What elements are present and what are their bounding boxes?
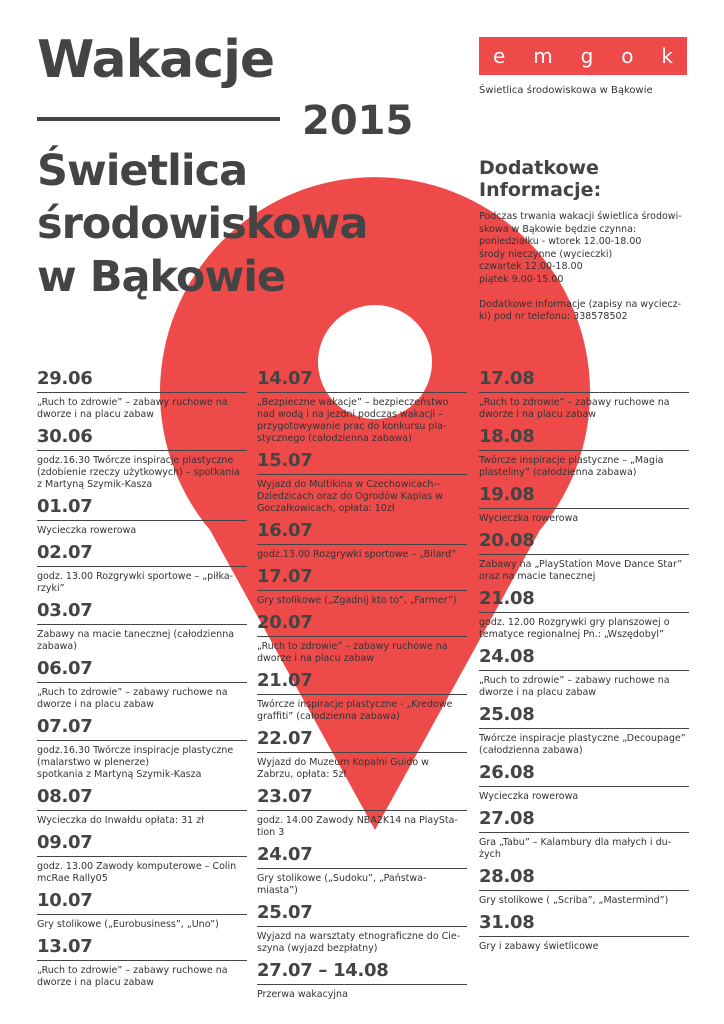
subtitle-line: środowiskowa — [37, 199, 368, 249]
event-description: Wyjazd na warsztaty etnograficzne do Cie-szyna (wyjazd bezpłatny) — [257, 931, 461, 954]
schedule-item — [479, 866, 689, 907]
schedule-item — [479, 646, 689, 699]
schedule-item — [37, 496, 247, 537]
schedule-item — [257, 786, 467, 839]
schedule-column-2 — [257, 368, 467, 1006]
event-description: godz. 14.00 Zawody NBA2K14 na PlaySta-tion 3 — [257, 815, 458, 838]
event-date: 19.08 — [479, 484, 689, 509]
event-date: 26.08 — [479, 762, 689, 787]
event-description: Gry i zabawy świetlicowe — [479, 941, 599, 952]
event-date: 20.08 — [479, 530, 689, 555]
event-date: 25.07 — [257, 902, 467, 927]
schedule-item — [257, 844, 467, 897]
event-date: 20.07 — [257, 612, 467, 637]
page-subtitle — [37, 145, 367, 304]
event-date: 18.08 — [479, 426, 689, 451]
info-heading: Dodatkowe Informacje: — [479, 157, 602, 201]
event-description: Zabawy na „PlayStation Move Dance Star” oraz na macie tanecznej — [479, 559, 683, 582]
subtitle-line: Świetlica — [37, 146, 248, 196]
event-date: 21.07 — [257, 670, 467, 695]
event-date: 28.08 — [479, 866, 689, 891]
schedule-item — [257, 902, 467, 955]
event-date: 01.07 — [37, 496, 247, 521]
schedule-column-3 — [479, 368, 689, 958]
schedule-item — [479, 530, 689, 583]
event-date: 17.07 — [257, 566, 467, 591]
event-date: 24.08 — [479, 646, 689, 671]
schedule-item — [257, 566, 467, 607]
schedule-item — [257, 728, 467, 781]
event-description: Zabawy na macie tanecznej (całodzienna zabawa) — [37, 629, 235, 652]
event-date: 15.07 — [257, 450, 467, 475]
logo-caption: Świetlica środowiskowa w Bąkowie — [479, 85, 653, 96]
event-description: Gry stolikowe ( „Scriba”, „Mastermind”) — [479, 895, 669, 906]
event-date: 30.06 — [37, 426, 247, 451]
event-description: „Ruch to zdrowie” – zabawy ruchowe na dworze i na placu zabaw — [479, 675, 670, 698]
event-date: 07.07 — [37, 716, 247, 741]
event-description: Twórcze inspiracje plastyczne „Decoupage” (całodzienna zabawa) — [479, 733, 686, 756]
schedule-item — [479, 808, 689, 861]
event-description: „Ruch to zdrowie” – zabawy ruchowe na dworze i na placu zabaw — [37, 397, 228, 420]
schedule-column-1 — [37, 368, 247, 994]
event-description: godz.16.30 Twórcze inspiracje plastyczne (zdobienie rzeczy użytkowych) – spotkania z Martyną Szymik-Kasza — [37, 455, 240, 490]
schedule-item — [479, 762, 689, 803]
schedule-item — [37, 832, 247, 885]
event-description: godz.16.30 Twórcze inspiracje plastyczne (malarstwo w plenerze) spotkania z Martyną Szymik-Kasza — [37, 745, 234, 780]
schedule-item — [479, 704, 689, 757]
event-description: godz. 13.00 Rozgrywki sportowe – „piłka-rzyki” — [37, 571, 234, 594]
schedule-item — [37, 716, 247, 781]
schedule-item — [257, 520, 467, 561]
logo-letter: g — [580, 44, 594, 68]
event-date: 29.06 — [37, 368, 247, 393]
event-date: 16.07 — [257, 520, 467, 545]
event-description: Wycieczka rowerowa — [37, 525, 137, 536]
logo-letter: k — [661, 44, 673, 68]
event-description: „Bezpieczne wakacje” – bezpieczeństwo nad wodą i na jezdni podczas wakacji – przygotowywanie prac do konkursu pla-stycznego (całodzienna zabawa) — [257, 397, 449, 444]
schedule-item — [37, 600, 247, 653]
schedule-item — [257, 960, 467, 1001]
schedule-item — [257, 670, 467, 723]
event-description: Wyjazd do Muzeum Kopalni Guido w Zabrzu, opłata: 5zł — [257, 757, 429, 780]
schedule-item — [479, 368, 689, 421]
event-description: „Ruch to zdrowie” – zabawy ruchowe na dworze i na placu zabaw — [479, 397, 670, 420]
event-description: Wycieczka rowerowa — [479, 513, 579, 524]
year-label: 2015 — [302, 98, 414, 144]
event-description: Wycieczka rowerowa — [479, 791, 579, 802]
schedule-item — [257, 368, 467, 445]
info-body: Podczas trwania wakacji świetlica środowi- skowa w Bąkowie będzie czynna: poniedziałku - wtorek 12.00-18.00 środy nieczynne (wycieczki) czwartek 12.00-18.00 piątek 9.00-15.00 Dodatkowe informacje (zapisy na wyciecz- ki) pod nr telefonu: 338578502 — [479, 211, 682, 322]
logo-letter: e — [492, 44, 506, 68]
title-divider — [37, 117, 280, 121]
logo-letter: m — [533, 44, 553, 68]
event-date: 13.07 — [37, 936, 247, 961]
event-description: godz. 13.00 Zawody komputerowe – Colin mcRae Rally05 — [37, 861, 237, 884]
event-date: 17.08 — [479, 368, 689, 393]
event-description: „Ruch to zdrowie” – zabawy ruchowe na dworze i na placu zabaw — [257, 641, 448, 664]
event-date: 03.07 — [37, 600, 247, 625]
logo-letter: o — [621, 44, 634, 68]
event-description: Gry stolikowe („Sudoku”, „Państwa-miasta”) — [257, 873, 427, 896]
event-date: 21.08 — [479, 588, 689, 613]
event-date: 09.07 — [37, 832, 247, 857]
schedule-item — [37, 890, 247, 931]
event-date: 22.07 — [257, 728, 467, 753]
schedule-item — [257, 450, 467, 515]
event-description: Gra „Tabu” – Kalambury dla małych i du-żych — [479, 837, 672, 860]
schedule-item — [479, 484, 689, 525]
event-description: Gry stolikowe („Eurobusiness”, „Uno”) — [37, 919, 219, 930]
event-date: 31.08 — [479, 912, 689, 937]
event-date: 06.07 — [37, 658, 247, 683]
event-date: 10.07 — [37, 890, 247, 915]
subtitle-line: w Bąkowie — [37, 252, 286, 302]
schedule-item — [479, 912, 689, 953]
event-date: 27.07 – 14.08 — [257, 960, 467, 985]
event-date: 08.07 — [37, 786, 247, 811]
event-date: 24.07 — [257, 844, 467, 869]
event-description: Twórcze inspiracje plastyczne - „Kredowe graffiti” (całodzienna zabawa) — [257, 699, 453, 722]
event-date: 14.07 — [257, 368, 467, 393]
schedule-item — [257, 612, 467, 665]
schedule-item — [37, 786, 247, 827]
event-description: „Ruch to zdrowie” – zabawy ruchowe na dworze i na placu zabaw — [37, 687, 228, 710]
event-description: „Ruch to zdrowie” – zabawy ruchowe na dworze i na placu zabaw — [37, 965, 228, 988]
page-title: Wakacje — [37, 30, 275, 90]
schedule-item — [37, 658, 247, 711]
event-description: Twórcze inspiracje plastyczne – „Magia plasteliny” (całodzienna zabawa) — [479, 455, 664, 478]
schedule-item — [37, 936, 247, 989]
event-description: Wyjazd do Multikina w Czechowicach--Dziedzicach oraz do Ogrodów Kapias w Goczałkowicach, opłata: 10zł — [257, 479, 443, 514]
event-description: godz. 12.00 Rozgrywki gry planszowej o tematyce regionalnej Pn.: „Wszędobyl” — [479, 617, 670, 640]
event-description: Wycieczka do Inwałdu opłata: 31 zł — [37, 815, 204, 826]
event-description: Przerwa wakacyjna — [257, 989, 348, 1000]
event-description: Gry stolikowe („Zgadnij kto to”, „Farmer”) — [257, 595, 457, 606]
schedule-item — [37, 542, 247, 595]
schedule-item — [479, 426, 689, 479]
event-date: 02.07 — [37, 542, 247, 567]
schedule-item — [37, 426, 247, 491]
emgok-logo — [479, 37, 687, 75]
schedule-item — [479, 588, 689, 641]
event-date: 23.07 — [257, 786, 467, 811]
schedule-item — [37, 368, 247, 421]
event-date: 25.08 — [479, 704, 689, 729]
event-description: godz.13.00 Rozgrywki sportowe – „Bilard” — [257, 549, 457, 560]
event-date: 27.08 — [479, 808, 689, 833]
